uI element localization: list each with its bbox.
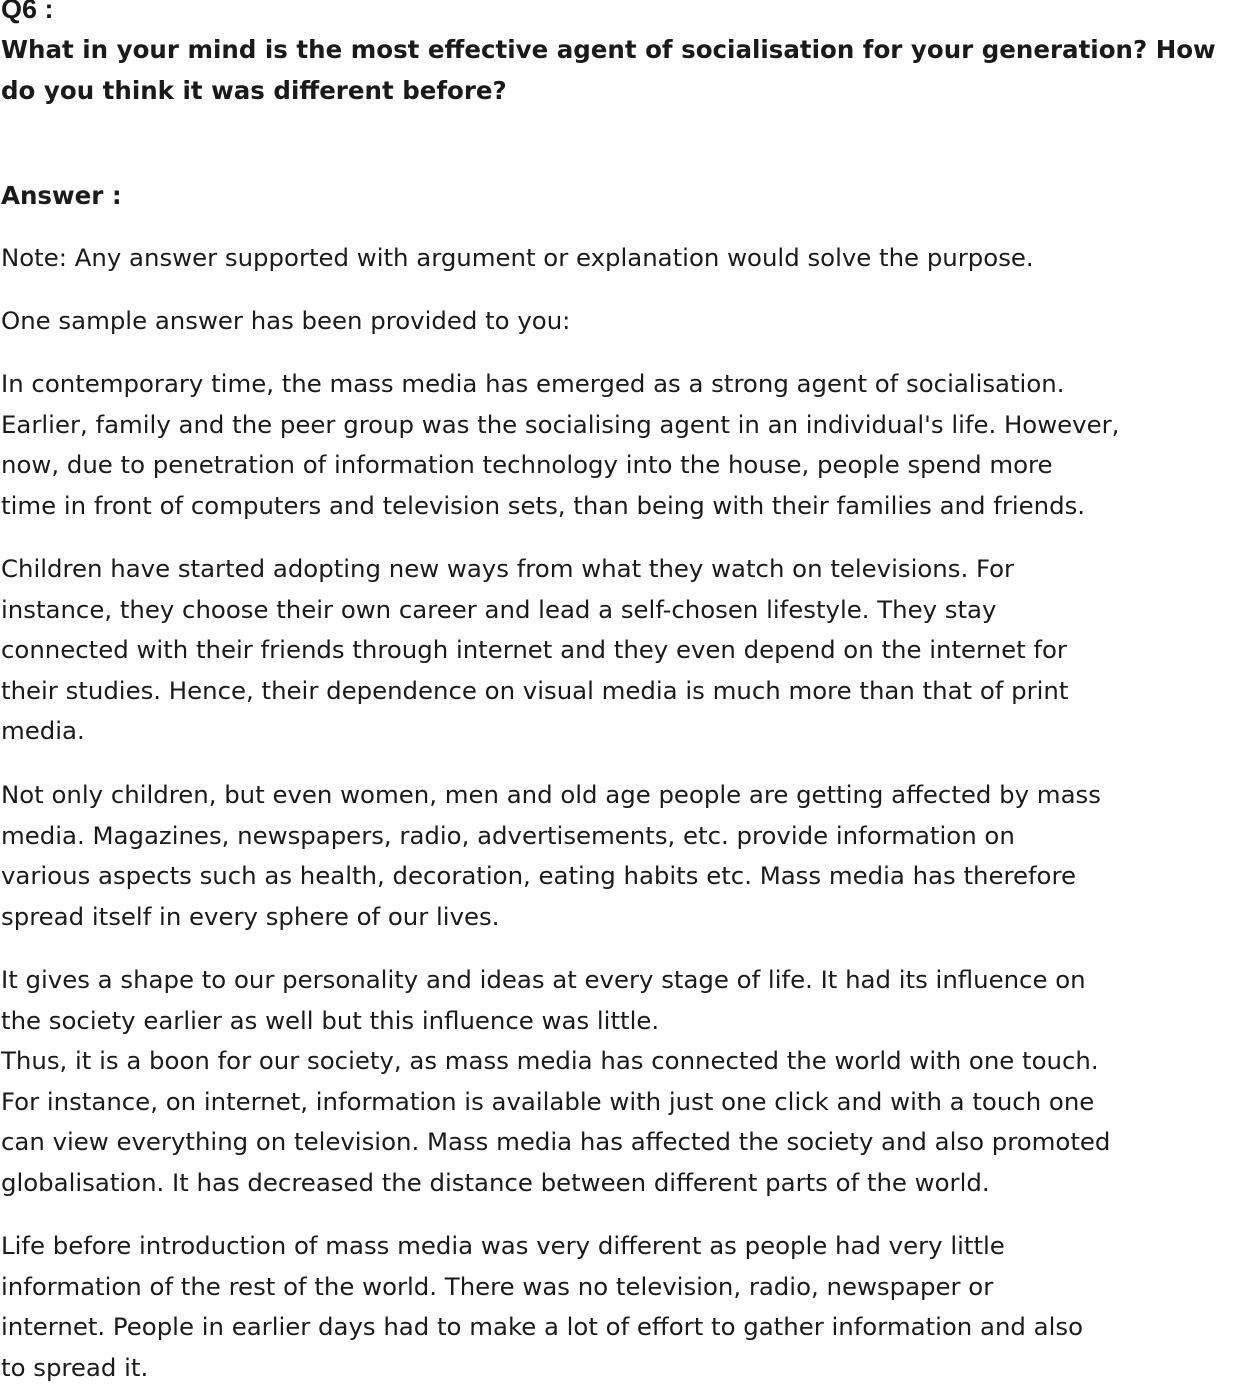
answer-label: Answer :	[1, 181, 122, 210]
answer-paragraph-3	[1, 775, 1250, 937]
answer-paragraph-4	[1, 960, 1250, 1204]
answer-paragraph-5	[1, 1226, 1250, 1388]
question-line: What in your mind is the most effective agent of socialisation for your generation? How	[1, 35, 1216, 64]
paragraph-line: It gives a shape to our personality and ideas at every stage of life. It had its influence on	[1, 965, 1086, 994]
paragraph-line: instance, they choose their own career and lead a self-chosen lifestyle. They stay	[1, 594, 997, 624]
paragraph-line: Not only children, but even women, men and old age people are getting affected by mass	[1, 780, 1101, 809]
question-text	[1, 29, 1248, 111]
paragraph-line: can view everything on television. Mass media has affected the society and also promoted	[1, 1127, 1111, 1157]
paragraph-line: media.	[1, 716, 85, 746]
answer-paragraph-2	[1, 549, 1250, 752]
paragraph-line: information of the rest of the world. There was no television, radio, newspaper or	[1, 1271, 994, 1301]
paragraph-line: spread itself in every sphere of our lives.	[1, 901, 500, 931]
document-page	[1, 0, 1248, 1382]
paragraph-line: One sample answer has been provided to you:	[1, 306, 571, 335]
paragraph-line: media. Magazines, newspapers, radio, advertisements, etc. provide information on	[1, 820, 1015, 850]
paragraph-line: globalisation. It has decreased the distance between different parts of the world.	[1, 1167, 990, 1197]
paragraph-line: their studies. Hence, their dependence on visual media is much more than that of print	[1, 675, 1069, 705]
paragraph-line: now, due to penetration of information technology into the house, people spend more	[1, 450, 1053, 480]
note-paragraph	[1, 238, 1250, 279]
paragraph-line: to spread it.	[1, 1352, 149, 1382]
paragraph-line: various aspects such as health, decoration, eating habits etc. Mass media has therefore	[1, 861, 1076, 891]
paragraph-line: time in front of computers and television sets, than being with their families and friends.	[1, 490, 1086, 520]
paragraph-line: connected with their friends through internet and they even depend on the internet for	[1, 635, 1067, 665]
paragraph-line: For instance, on internet, information is available with just one click and with a touch one	[1, 1086, 1095, 1116]
paragraph-line: In contemporary time, the mass media has emerged as a strong agent of socialisation.	[1, 369, 1065, 398]
paragraph-line: the society earlier as well but this influence was little.	[1, 1005, 660, 1035]
paragraph-line: internet. People in earlier days had to make a lot of effort to gather information and also	[1, 1312, 1083, 1342]
paragraph-line: Children have started adopting new ways from what they watch on televisions. For	[1, 554, 1015, 583]
paragraph-line: Earlier, family and the peer group was the socialising agent in an individual's life. However,	[1, 409, 1120, 439]
question-line: do you think it was different before?	[1, 76, 507, 105]
intro-paragraph	[1, 301, 1250, 342]
answer-paragraph-1	[1, 364, 1250, 526]
paragraph-line: Life before introduction of mass media was very different as people had very little	[1, 1231, 1005, 1260]
paragraph-line: Note: Any answer supported with argument or explanation would solve the purpose.	[1, 243, 1034, 272]
paragraph-line: Thus, it is a boon for our society, as mass media has connected the world with one touch.	[1, 1046, 1099, 1076]
question-number: Q6 :	[1, 0, 54, 24]
